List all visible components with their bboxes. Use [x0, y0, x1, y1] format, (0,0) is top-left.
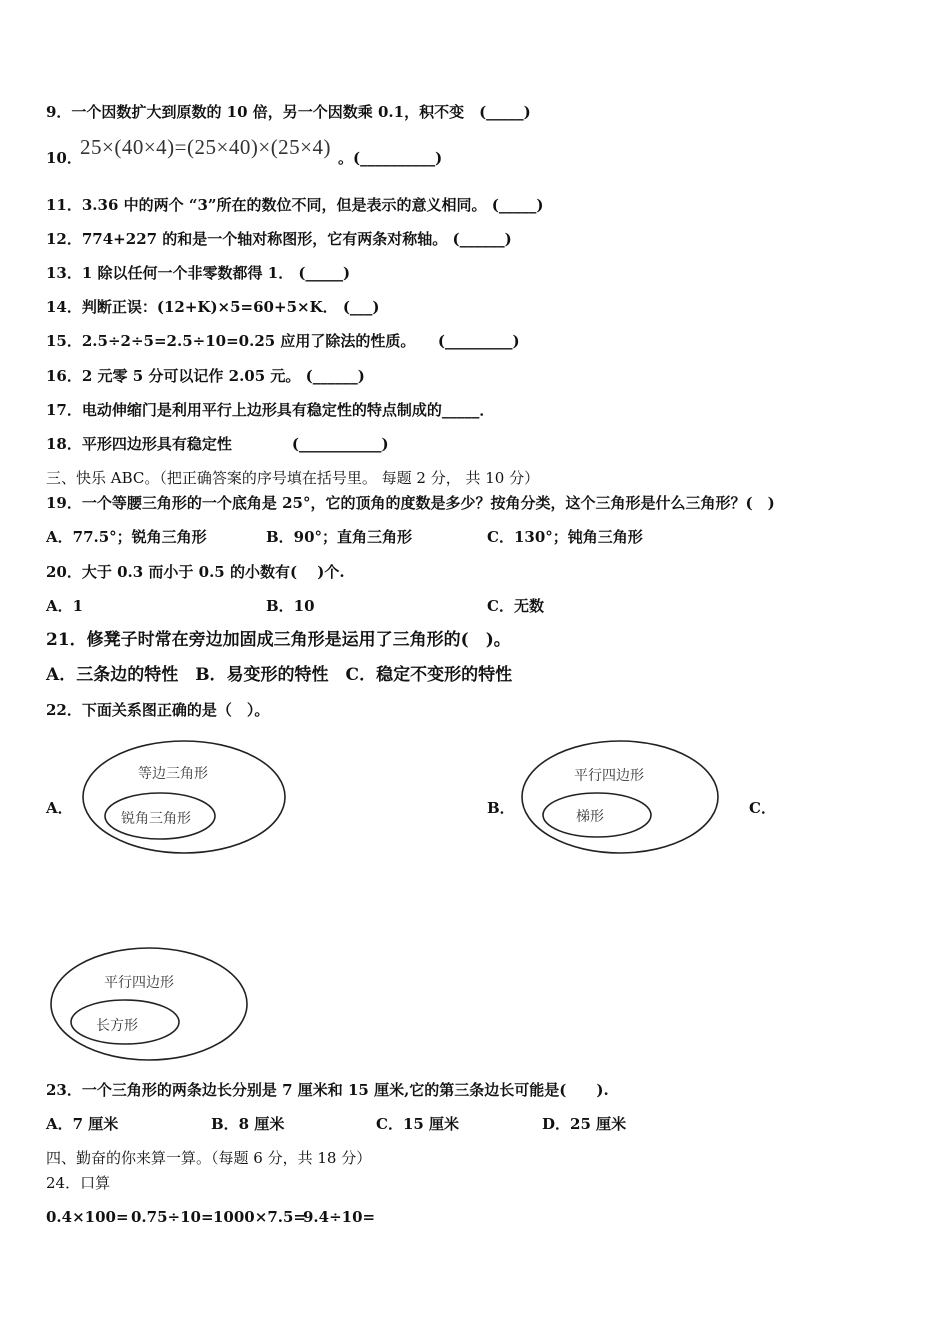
question-12: 12．774+227 的和是一个轴对称图形，它有两条对称轴。 (______): [46, 230, 512, 248]
venn-b-inner-label: 梯形: [576, 809, 604, 825]
question-17: 17．电动伸缩门是利用平行上边形具有稳定性的特点制成的_____．: [46, 401, 495, 419]
question-16: 16．2 元零 5 分可以记作 2.05 元。 (______): [46, 367, 365, 385]
question-9: 9．一个因数扩大到原数的 10 倍，另一个因数乘 0.1，积不变 (_____): [46, 103, 531, 121]
question-10-number: 10．: [46, 149, 82, 167]
question-19-option-a: A．77.5°；锐角三角形: [46, 528, 207, 546]
venn-diagram-a: [80, 738, 290, 860]
venn-diagram-c: [46, 945, 252, 1065]
question-22-option-c-label: C．: [749, 799, 776, 817]
question-11: 11．3.36 中的两个 “3”所在的数位不同，但是表示的意义相同。 (_____): [46, 196, 544, 214]
venn-a-outer-label: 等边三角形: [138, 766, 208, 782]
question-23-option-a: A．7 厘米: [46, 1115, 119, 1133]
question-22-option-a-label: A．: [46, 799, 73, 817]
venn-c-outer-ellipse: [51, 948, 247, 1060]
question-13: 13．1 除以任何一个非零数都得 1． (_____): [46, 264, 351, 282]
venn-c-outer-label: 平行四边形: [104, 975, 174, 991]
venn-b-outer-ellipse: [522, 741, 718, 853]
mental-math-item: 0.4×100=: [46, 1208, 129, 1226]
question-18: 18．平形四边形具有稳定性 (___________): [46, 435, 389, 453]
venn-c-inner-label: 长方形: [96, 1018, 138, 1034]
mental-math-item: 9.4÷10=: [303, 1208, 376, 1226]
question-22-option-b-label: B．: [487, 799, 515, 817]
question-22-stem: 22．下面关系图正确的是（ ）。: [46, 701, 270, 719]
question-21-options: A．三条边的特性 B．易变形的特性 C．稳定不变形的特性: [46, 665, 513, 685]
section-4-heading: 四、勤奋的你来算一算。（每题 6 分，共 18 分）: [46, 1149, 372, 1167]
question-23-option-c: C．15 厘米: [376, 1115, 460, 1133]
question-19-option-b: B．90°；直角三角形: [266, 528, 413, 546]
question-20-option-a: A．1: [46, 597, 84, 615]
question-23-stem: 23．一个三角形的两条边长分别是 7 厘米和 15 厘米,它的第三条边长可能是( ).: [46, 1081, 609, 1099]
mental-math-item: 1000×7.5=: [213, 1208, 306, 1226]
question-20-option-c: C．无数: [487, 597, 544, 615]
question-10-blank: 。(__________): [338, 149, 443, 167]
question-23-option-d: D．25 厘米: [542, 1115, 627, 1133]
question-20-option-b: B．10: [266, 597, 315, 615]
question-19-stem: 19．一个等腰三角形的一个底角是 25°，它的顶角的度数是多少？按角分类，这个三角形是什么三角形？( ): [46, 494, 775, 512]
question-10-formula: 25×(40×4)=(25×40)×(25×4): [80, 135, 332, 159]
mental-math-item: 0.75÷10=: [131, 1208, 214, 1226]
question-21-stem: 21．修凳子时常在旁边加固成三角形是运用了三角形的( )。: [46, 630, 511, 650]
question-20-stem: 20．大于 0.3 而小于 0.5 的小数有( )个.: [46, 563, 345, 581]
question-15: 15．2.5÷2÷5=2.5÷10=0.25 应用了除法的性质。 (_________): [46, 332, 520, 350]
section-3-heading: 三、快乐 ABC。（把正确答案的序号填在括号里。 每题 2 分， 共 10 分）: [46, 469, 540, 487]
question-23-option-b: B．8 厘米: [211, 1115, 285, 1133]
venn-diagram-b: [518, 738, 724, 860]
question-19-option-c: C．130°；钝角三角形: [487, 528, 643, 546]
question-24-title: 24．口算: [46, 1174, 111, 1192]
venn-b-outer-label: 平行四边形: [574, 768, 644, 784]
venn-a-inner-label: 锐角三角形: [121, 811, 191, 827]
question-14: 14．判断正误：(12+K)×5=60+5×K． (___): [46, 298, 380, 316]
